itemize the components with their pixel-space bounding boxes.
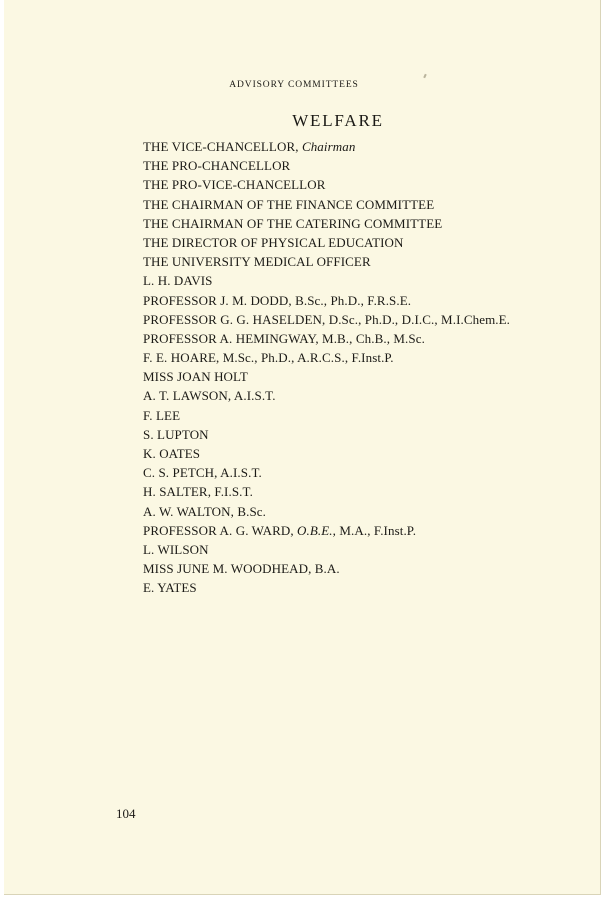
- member-entry: S. LUPTON: [143, 426, 209, 442]
- member-entry: THE DIRECTOR OF PHYSICAL EDUCATION: [143, 234, 404, 250]
- member-entry: THE PRO-CHANCELLOR: [143, 158, 291, 174]
- member-list: [143, 137, 510, 598]
- honour: O.B.E.,: [297, 522, 337, 538]
- member-entry: H. SALTER, F.I.S.T.: [143, 484, 253, 500]
- member-entry: THE PRO-VICE-CHANCELLOR: [143, 177, 326, 193]
- paper-speck: [423, 74, 427, 78]
- member-entry: THE VICE-CHANCELLOR, Chairman: [143, 139, 356, 154]
- member-entry: K. OATES: [143, 446, 201, 461]
- member-entry: F. E. HOARE, M.Sc., Ph.D., A.R.C.S., F.Inst.P.: [143, 350, 394, 366]
- member-entry: MISS JUNE M. WOODHEAD, B.A.: [143, 561, 340, 577]
- member-entry: A. W. WALTON, B.Sc.: [143, 503, 267, 519]
- running-head: ADVISORY COMMITTEES: [229, 80, 359, 90]
- member-entry: C. S. PETCH, A.I.S.T.: [143, 465, 262, 481]
- member-entry: PROFESSOR A. HEMINGWAY, M.B., Ch.B., M.Sc.: [143, 330, 425, 346]
- member-entry: PROFESSOR J. M. DODD, B.Sc., Ph.D., F.R.S.E.: [143, 292, 412, 308]
- member-entry: PROFESSOR G. G. HASELDEN, D.Sc., Ph.D., D.I.C., M.I.Chem.E.: [143, 311, 511, 327]
- member-entry: PROFESSOR A. G. WARD, O.B.E., M.A., F.Inst.P.: [143, 522, 417, 538]
- member-entry: E. YATES: [143, 580, 197, 596]
- document-page: [4, 0, 601, 895]
- member-entry: A. T. LAWSON, A.I.S.T.: [143, 388, 276, 404]
- section-title: WELFARE: [292, 111, 384, 130]
- member-entry: L. WILSON: [143, 541, 209, 557]
- member-entry: L. H. DAVIS: [143, 273, 213, 289]
- member-entry: THE CHAIRMAN OF THE CATERING COMMITTEE: [143, 215, 443, 231]
- member-entry: MISS JOAN HOLT: [143, 369, 248, 385]
- page-number: 104: [116, 806, 136, 821]
- member-entry: F. LEE: [143, 407, 181, 423]
- member-entry: THE UNIVERSITY MEDICAL OFFICER: [143, 254, 371, 270]
- chairman-role: Chairman: [301, 139, 356, 154]
- member-entry: THE CHAIRMAN OF THE FINANCE COMMITTEE: [143, 196, 435, 212]
